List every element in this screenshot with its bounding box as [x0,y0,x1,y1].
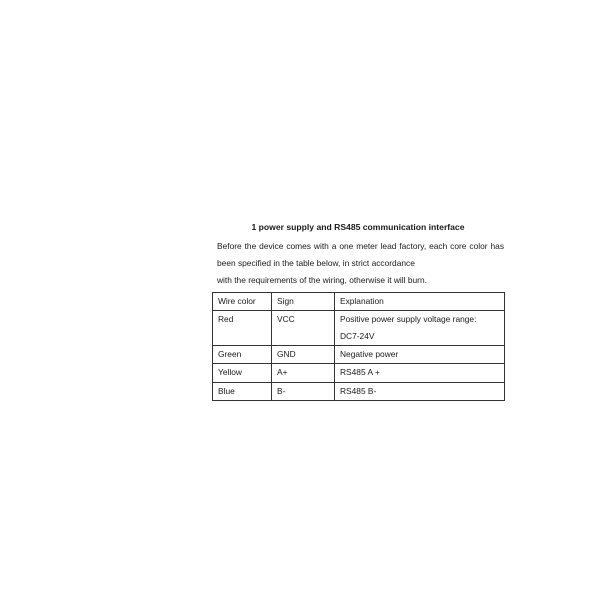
paragraph-line: Before the device comes with a one meter lead factory, each core [217,241,467,251]
explanation-line: Positive power supply voltage range: [340,313,477,324]
sign-cell: GND [272,346,335,364]
wire-table [212,292,505,401]
explanation-cell [335,364,505,382]
table-row [213,310,505,345]
section-heading: 1 power supply and RS485 communication interface [251,222,465,232]
sign-cell: B- [272,382,335,400]
wire-color-cell: Yellow [213,364,272,382]
table-header-row [213,292,505,310]
explanation-cell [335,346,505,364]
header-wire-color: Wire color [213,292,272,310]
sign-cell: A+ [272,364,335,382]
paragraph-line: color has been specified in the table below, in strict accordance [217,241,505,269]
explanation-line: DC7-24V [340,331,375,342]
table-row [213,346,505,364]
sign-cell: VCC [272,310,335,345]
wire-color-cell: Green [213,346,272,364]
wire-color-cell: Blue [213,382,272,400]
wire-color-cell: Red [213,310,272,345]
table-row [213,382,505,400]
header-explanation: Explanation [335,292,505,310]
explanation-line: Negative power [340,349,399,360]
explanation-cell [335,310,505,345]
explanation-line: RS485 A + [340,367,380,378]
paragraph-line: with the requirements of the wiring, otherwise it will burn. [217,275,427,286]
wiring-instructions [212,238,504,290]
table-row [213,364,505,382]
explanation-cell [335,382,505,400]
header-sign: Sign [272,292,335,310]
document-section [212,220,504,401]
explanation-line: RS485 B- [340,385,377,396]
